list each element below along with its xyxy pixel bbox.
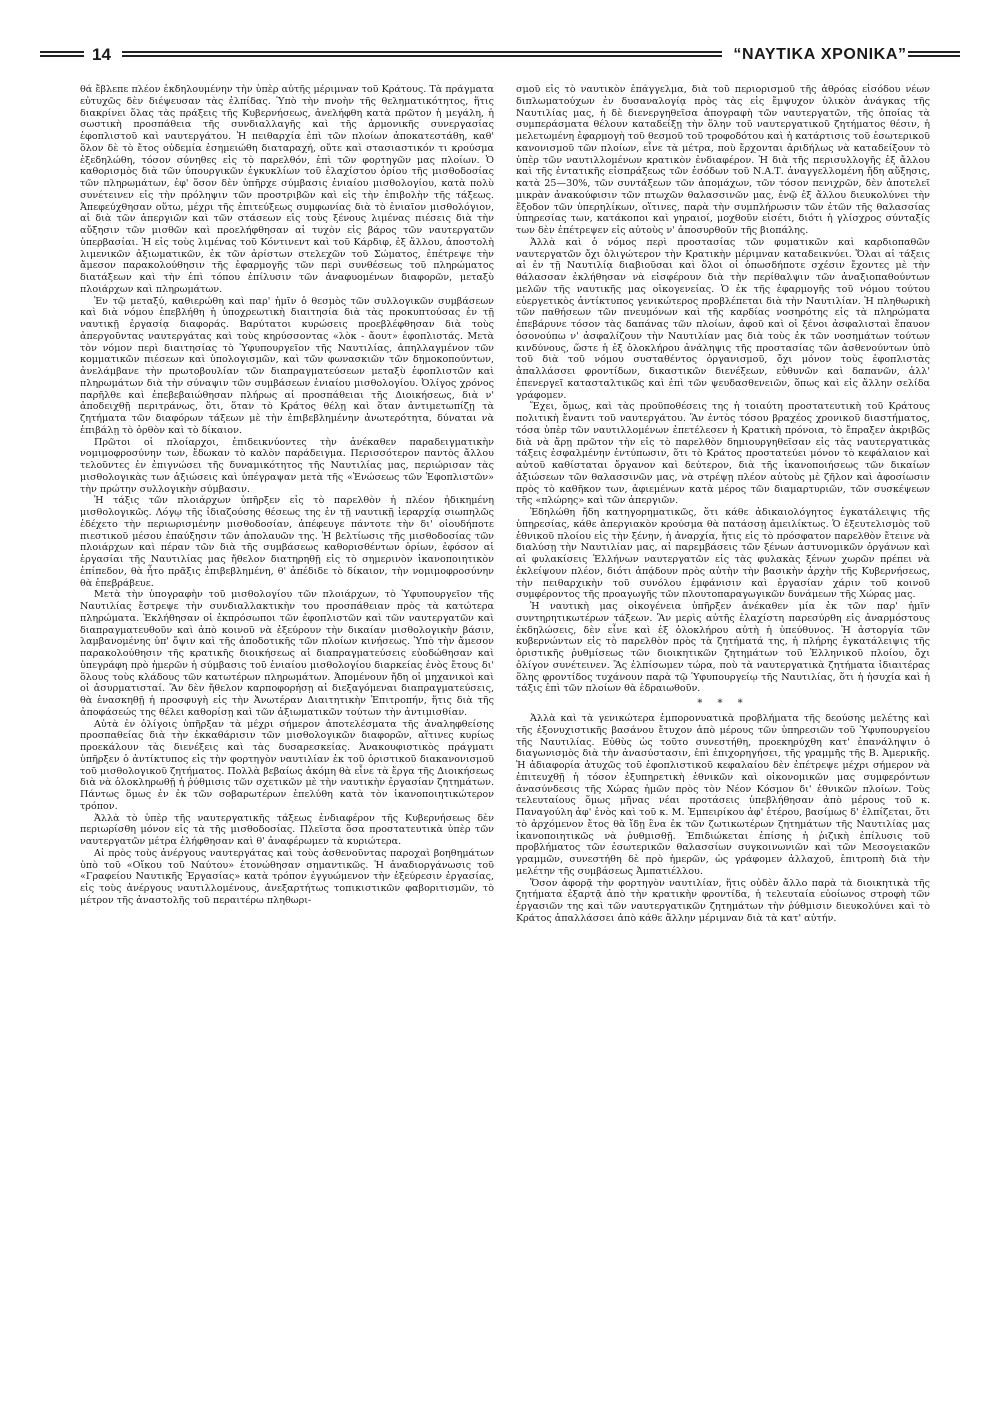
paragraph: Ὅσον ἀφορᾷ τὴν φορτηγὸν ναυτιλίαν, ἥτις οὐδὲν ἄλλο παρὰ τὰ διοικητικὰ τῆς ζητήματα ἐξαρτᾷ ἀπὸ τὴν κρατικὴν φροντίδα, ἡ τελευταία εὐοίωνος στροφὴ τῶν ἐργασιῶν της καὶ τῶν ναυτεργατικῶν ζητημάτων τὴν ῥύθμισιν διευκολύνει καὶ τὸ Κράτος ἀπαλλάσσει ἀπὸ κάθε ἄλλην μέριμναν διὰ τὰ κατ' αὐτήν. (516, 877, 930, 924)
article-body (80, 84, 942, 1362)
paragraph: Ἐν τῷ μεταξύ, καθιερώθη καὶ παρ' ἡμῖν ὁ θεσμὸς τῶν συλλογικῶν συμβάσεων καὶ διὰ νόμου ἐπεβλήθη ἡ ὑποχρεωτικὴ διαιτησία διὰ τὰς προκυπτούσας ἐν τῇ ναυτικῇ ἐργασίᾳ διαφοράς. Βαρύτατοι κυρώσεις προεβλέφθησαν διὰ τοὺς ἀπεργοῦντας ναυτεργάτας καὶ τοὺς κηρύσσοντας «λὸκ - ἄουτ» ἐφοπλιστάς. Μετὰ τὸν νόμον περὶ διαιτησίας τὸ Ὑφυπουργεῖον τῆς Ναυτιλίας, ἀπηλλαγμένον τῶν κομματικῶν πιέσεων καὶ ὑπολογισμῶν, καὶ τῶν φωνασκιῶν τῶν δημοκοπούντων, ἀνελάμβανε τὴν πρωτοβουλίαν τῶν διαπραγματεύσεων μεταξὺ ἐφοπλιστῶν καὶ πληρωμάτων διὰ τὴν σύναψιν τῶν συμβάσεων ἑνιαίου μισθολογίου. Ὀλίγος χρόνος παρῆλθε καὶ ἐπεβεβαιώθησαν πλήρως αἱ προσπάθειαι τῆς Διοικήσεως, διὰ ν' ἀποδειχθῇ περιτράνως, ὅτι, ὅταν τὸ Κράτος θέλῃ καὶ ὅταν ἀντιμετωπίζῃ τὰ ζητήματα τῶν διαφόρων τάξεων μὲ τὴν ἐπιβεβλημένην ἀνωτερότητα, δύναται νὰ ἐπιβάλῃ τὸ ὀρθὸν καὶ τὸ δίκαιον. (80, 295, 494, 436)
paragraph: Πρῶτοι οἱ πλοίαρχοι, ἐπιδεικνύοντες τὴν ἀνέκαθεν παραδειγματικὴν νομιμοφροσύνην των, ἔδωκαν τὸ καλὸν παράδειγμα. Περισσότερον παντὸς ἄλλου τελοῦντες ἐν ἐπιγνώσει τῆς δυναμικότητος τῆς Ναυτιλίας μας, περιώρισαν τὰς μισθολογικὰς των ἀξιώσεις καὶ ὑπέγραψαν μετὰ τῆς «Ἑνώσεως τῶν Ἐφοπλιστῶν» τὴν πρώτην συλλογικὴν σύμβασιν. (80, 436, 494, 495)
journal-title: “ΝΑΥΤΙΚΑ ΧΡΟΝΙΚΑ” (733, 46, 907, 63)
paragraph: σμοῦ εἰς τὸ ναυτικὸν ἐπάγγελμα, διὰ τοῦ περιορισμοῦ τῆς ἀθρόας εἰσόδου νέων διπλωματούχων ἐν δυσαναλογίᾳ πρὸς τὰς εἰς ἔμψυχον ὑλικὸν ἀνάγκας τῆς Ναυτιλίας μας, ἡ δὲ διενεργηθεῖσα ἀπογραφὴ τῶν ναυτεργατῶν, τῆς ὁποίας τὰ συμπεράσματα θέλουν καταδείξῃ τὴν ὅλην τοῦ ναυτεργατικοῦ ζητήματος θέσιν, ἡ μελετωμένη ἐφαρμογὴ τοῦ θεσμοῦ τοῦ τροφοδότου καὶ ἡ κατάρτισις τοῦ ἐσωτερικοῦ κανονισμοῦ τῶν πλοίων, εἶνε τὰ μέτρα, ποὺ ἔρχονται ἀριδήλως νὰ καταδείξουν τὸ ὑπὲρ τῶν ναυτιλλομένων κρατικὸν ἐνδιαφέρον. Ἡ διὰ τῆς περισυλλογῆς ἐξ ἄλλου καὶ τῆς ἐντατικῆς εἰσπράξεως τῶν ἐσόδων τοῦ Ν.Α.Τ. ἀναγγελλομένη ἤδη αὔξησις, κατὰ 25—30%, τῶν συντάξεων τῶν ἀπομάχων, τῶν τόσον πενιχρῶν, δὲν ἀποτελεῖ μικρὰν ἀνακούφισιν τῶν πτωχῶν θαλασσινῶν μας, ἐνῷ ἐξ ἄλλου διευκολύνει τὴν ἔξοδον τῶν ὑπερηλίκων, οἵτινες, παρὰ τὴν συμπλήρωσιν τῶν ἐτῶν τῆς θαλασσίας ὑπηρεσίας των, κατάκοποι καὶ γηραιοί, μοχθοῦν εἰσέτι, διότι ἡ γλίσχρος σύνταξίς των δὲν ἐπέτρεψεν εἰς αὐτοὺς ν' ἀποσυρθοῦν τῆς βιοπάλης. (516, 84, 930, 236)
header-rule-left (40, 51, 84, 57)
paragraph: Ἡ ναυτικὴ μας οἰκογένεια ὑπῆρξεν ἀνέκαθεν μία ἐκ τῶν παρ' ἡμῖν συντηρητικωτέρων τάξεων. Ἂν μερὶς αὐτῆς ἐλαχίστη παρεσύρθη εἰς ἀναρμόστους ἐκδηλώσεις, δὲν εἶνε καὶ ἐξ ὁλοκλήρου αὐτὴ ἡ ὑπεύθυνος. Ἡ ἀστοργία τῶν κυβερνώντων εἰς τὸ παρελθὸν πρὸς τὰ ζητήματά της, ἡ πλήρης ἐγκατάλειψις τῆς ὁριστικῆς ῥυθμίσεως τῶν διοικητικῶν ζητημάτων τοῦ Ἑλληνικοῦ πλοίου, ὄχι ὀλίγον συνέτεινεν. Ἂς ἐλπίσωμεν τώρα, ποὺ τὰ ναυτεργατικὰ ζητήματα ἰδιαιτέρας ὅλης φροντίδος τυχάνουν παρὰ τῷ Ὑφυπουργείῳ τῆς Ναυτιλίας, ὅτι ἡ ἡσυχία καὶ ἡ τάξις ἐπὶ τῶν πλοίων θὰ ἑδραιωθοῦν. (516, 601, 930, 695)
paragraph: θά ἔβλεπε πλέον ἐκδηλουμένην τὴν ὑπὲρ αὐτῆς μέριμναν τοῦ Κράτους. Τὰ πράγματα εὐτυχῶς δὲν διέψευσαν τὰς ἐλπίδας. Ὑπὸ τὴν πνοὴν τῆς θεληματικότητος, ἥτις διακρίνει ὅλας τὰς πράξεις τῆς Κυβερνήσεως, ἀνελήφθη κατὰ πρῶτον ἡ μεγάλη, ἡ σωστικὴ προσπάθεια τῆς συνδιαλλαγῆς καὶ τῆς ἁρμονικῆς συνεργασίας ἐφοπλιστοῦ καὶ ναυτεργάτου. Ἡ πειθαρχία ἐπὶ τῶν πλοίων ἀποκατεστάθη, καθ' ὅλον δὲ τὸ ἔτος οὐδεμία ἐσημειώθη διαταραχή, οὔτε καὶ στασιαστικόν τι κρούσμα ἐξεδηλώθη, τόσον σύνηθες εἰς τὸ παρελθόν, ἐπὶ τῶν φορτηγῶν μας πλοίων. Ὁ καθορισμὸς διὰ τῶν ὑπουργικῶν ἐγκυκλίων τοῦ ἐλαχίστου ὁρίου τῆς μισθοδοσίας τῶν πληρωμάτων, ἐφ' ὅσον δὲν ὑπῆρχε σύμβασις ἐνιαίου μισθολογίου, κατὰ πολὺ συνέτεινεν εἰς τὴν πρόληψιν τῶν προστριβῶν καὶ εἰς τὴν ἐπιβολὴν τῆς τάξεως. Ἀπεφεύχθησαν οὕτω, μέχρι τῆς ἐπιτεύξεως συμφωνίας διὰ τὸ ἑνιαῖον μισθολόγιον, αἱ διὰ τῶν ἀπεργιῶν καὶ τῶν στάσεων εἰς τοὺς ξένους λιμένας πιέσεις διὰ τὴν αὔξησιν τῶν μισθῶν καὶ προελήφθησαν αἱ τυχὸν εἰς βάρος τῶν ναυτεργατῶν ὑπερβασίαι. Ἡ εἰς τοὺς λιμένας τοῦ Κόντινεντ καὶ τοῦ Κάρδιφ, ἐξ ἄλλου, ἀποστολὴ λιμενικῶν ἀξιωματικῶν, ἐκ τῶν ἀρίστων στελεχῶν τοῦ Σώματος, ἐπέτρεψε τὴν ἄμεσον παρακολούθησιν τῆς ἐφαρμογῆς τῶν περὶ συνθέσεως τοῦ πληρώματος διατάξεων καὶ τὴν ἐπὶ τόπου ἐπίλυσιν τῶν ἀναφυομένων διαφορῶν, μεταξὺ πλοιάρχων καὶ πληρωμάτων. (80, 84, 494, 295)
paragraph: Μετὰ τὴν ὑπογραφὴν τοῦ μισθολογίου τῶν πλοιάρχων, τὸ Ὑφυπουργεῖον τῆς Ναυτιλίας ἔστρεψε τὴν συνδιαλλακτικὴν του προσπάθειαν πρὸς τὰ κατώτερα πληρώματα. Ἐκλήθησαν οἱ ἐκπρόσωποι τῶν ἐφοπλιστῶν καὶ τῶν ναυτεργατῶν καὶ διαπραγματευθοῦν καὶ ἀπὸ κοινοῦ νὰ ἐξεύρουν τὴν δικαίαν μισθολογικὴν βάσιν, λαμβανομένης ὑπ' ὄψιν καὶ τῆς ἀποδοτικῆς τῶν πλοίων κινήσεως. Ὑπὸ τὴν ἄμεσον παρακολούθησιν τῆς κρατικῆς διοικήσεως αἱ διαπραγματεύσεις εὐοδώθησαν καὶ ὑπεγράφη πρὸ ἡμερῶν ἡ σύμβασις τοῦ ἑνιαίου μισθολογίου διαρκείας ἑνὸς ἔτους δι' ὅλους τοὺς κλάδους τῶν κατωτέρων πληρωμάτων. Ἀπομένουν ἤδη οἱ μηχανικοὶ καὶ οἱ ἀσυρματισταί. Ἂν δὲν ἤθελον καρποφορήσῃ αἱ διεξαγόμεναι διαπραγματεύσεις, θὰ ἐνασκηθῇ ἡ προσφυγὴ εἰς τὴν Ἀνωτέραν Διαιτητικὴν Ἐπιτροπήν, ἥτις διὰ τῆς ἀποφάσεώς της θέλει καθορίσῃ καὶ τῶν ἀξιωματικῶν τούτων τὴν ἀντιμισθίαν. (80, 589, 494, 718)
paragraph: Ἀλλὰ καὶ ὁ νόμος περὶ προστασίας τῶν φυματικῶν καὶ καρδιοπαθῶν ναυτεργατῶν ὄχι ὀλιγώτερον τὴν Κρατικὴν μέριμναν καταδεικνύει. Ὅλαι αἱ τάξεις αἱ ἐν τῇ Ναυτιλίᾳ διαβιοῦσαι καὶ ὅλοι οἱ ὁπωσδήποτε σχέσιν ἔχοντες μὲ τὴν θάλασσαν ἐκλήθησαν νὰ εἰσφέρουν διὰ τὴν περίθαλψιν τῶν ἀναξιοπαθούντων μελῶν τῆς ναυτικῆς μας οἰκογενείας. Ὁ ἐκ τῆς ἐφαρμογῆς τοῦ νόμου τούτου εὐεργετικὸς ἀντίκτυπος γενικώτερος προβλέπεται διὰ τὴν Ναυτιλίαν. Ἡ πληθωρικὴ τῶν παθήσεων τῶν πνευμόνων καὶ τῆς καρδίας νοσηρότης εἰς τὰ πληρώματα ἐπεβάρυνε τόσον τὰς δαπάνας τῶν πλοίων, ἀφοῦ καὶ οἱ ξένοι ἀσφαλισταὶ ἔπαυον ὁσονούπω ν' ἀσφαλίζουν τὴν Ναυτιλίαν μας διὰ τοὺς ἐκ τῶν νοσημάτων τούτων κινδύνους, ὥστε ἡ ἐξ ὁλοκλήρου ἀνάληψις τῆς προστασίας τῶν ἀσθενούντων ὑπὸ τοῦ διὰ τοῦ νόμου συσταθέντος ὀργανισμοῦ, ὄχι μόνον τοὺς ἐφοπλιστὰς ἀπαλλάσσει φροντίδων, δικαστικῶν διενέξεων, εὐθυνῶν καὶ δαπανῶν, ἀλλ' ἐπενεργεῖ κατασταλτικῶς καὶ ἐπὶ τῶν ψευδασθενειῶν, ὅπως καὶ εἰς ἄλλην σελίδα γράφομεν. (516, 236, 930, 401)
paragraph: Ἐδηλώθη ἤδη κατηγορηματικῶς, ὅτι κάθε ἀδικαιολόγητος ἐγκατάλειψις τῆς ὑπηρεσίας, κάθε ἀπεργιακὸν κρούσμα θὰ πατάσσῃ ἀμειλίκτως. Ὁ ἐξευτελισμὸς τοῦ ἐθνικοῦ πλοίου εἰς τὴν ξένην, ἡ ἀναρχία, ἥτις εἰς τὸ πρόσφατον παρελθὸν ἔτεινε νὰ διαλύσῃ τὴν Ναυτιλίαν μας, αἱ παρεμβάσεις τῶν ξένων ἀστυνομικῶν ὀργάνων καὶ αἱ φυλακίσεις Ἑλλήνων ναυτεργατῶν εἰς τὰς φυλακὰς ξένων χωρῶν πρέπει νὰ ἐκλείψουν πλέον, διότι ἀπᾴδουν πρὸς αὐτὴν τὴν βασικὴν ἀρχὴν τῆς Κυβερνήσεως, τὴν πειθαρχικὴν τοῦ συνόλου ἐμφάνισιν καὶ ἐργασίαν χάριν τοῦ κοινοῦ συμφέροντος τῆς προαγωγῆς τῶν πλουτοπαραγωγικῶν δυνάμεων τῆς Χώρας μας. (516, 507, 930, 601)
running-header (40, 44, 960, 66)
paragraph: Αὐτὰ ἐν ὀλίγοις ὑπῆρξαν τὰ μέχρι σήμερον ἀποτελέσματα τῆς ἀναληφθείσης προσπαθείας διὰ τὴν ἐκκαθάρισιν τῶν μισθολογικῶν διαφορῶν, αἵτινες κυρίως προεκάλουν τὰς διενέξεις καὶ τὰς δυσαρεσκείας. Ἀνακουφιστικὸς πράγματι ὑπῆρξεν ὁ ἀντίκτυπος εἰς τὴν φορτηγὸν ναυτιλίαν ἐκ τοῦ ὁριστικοῦ διακανονισμοῦ τοῦ μισθολογικοῦ ζητήματος. Πολλὰ βεβαίως ἀκόμη θὰ εἶνε τὰ ἔργα τῆς Διοικήσεως διὰ νὰ ὁλοκληρωθῇ ἡ ῥύθμισις τῶν σχετικῶν μὲ τὴν ναυτικὴν ἐργασίαν ζητημάτων. Πάντως ὅμως ἐν ἐκ τῶν σοβαρωτέρων ἐπελύθη κατὰ τὸν ἱκανοποιητικώτερον τρόπον. (80, 718, 494, 812)
section-separator: * * * (697, 698, 749, 709)
header-rule-right (908, 51, 960, 57)
paragraph: Ἀλλὰ τὸ ὑπὲρ τῆς ναυτεργατικῆς τάξεως ἐνδιαφέρον τῆς Κυβερνήσεως δὲν περιωρίσθη μόνον εἰς τὰ τῆς μισθοδοσίας. Πλεῖστα ὅσα προστατευτικὰ ὑπὲρ τῶν ναυτεργατῶν μέτρα ἐλήφθησαν καὶ θ' ἀναφέρωμεν τὰ κυριώτερα. (80, 812, 494, 847)
paragraph: Αἱ πρὸς τοὺς ἀνέργους ναυτεργάτας καὶ τοὺς ἀσθενοῦντας παροχαὶ βοηθημάτων ὑπὸ τοῦ «Οἴκου τοῦ Ναύτου» ἐτονώθησαν σημαντικῶς. Ἡ ἀναδιοργάνωσις τοῦ «Γραφείου Ναυτικῆς Ἐργασίας» κατὰ τρόπον ἐγγυώμενον τὴν ἐξεύρεσιν ἐργασίας, εἰς τοὺς ἀνέργους ναυτιλλομένους, ἀνεξαρτήτως τοπικιστικῶν φαβοριτισμῶν, τὸ μέτρον τῆς ἀναστολῆς τοῦ περαιτέρω πληθωρι- (80, 847, 494, 906)
page-number: 14 (92, 45, 111, 64)
paragraph: Ἀλλὰ καὶ τὰ γενικώτερα ἐμπορονυατικὰ προβλήματα τῆς δεούσης μελέτης καὶ τῆς ἐξονυχιστικῆς βασάνου ἔτυχον ἀπὸ μέρους τῶν ὑπηρεσιῶν τοῦ Ὑφυπουργείου τῆς Ναυτιλίας. Εὐθὺς ὡς τοῦτο συνεστήθη, προεκηρύχθη κατ' ἐπανάληψιν ὁ διαγωνισμὸς διὰ τὴν ἀνασύστασιν, ἐπὶ ἐπιχορηγήσει, τῆς γραμμῆς τῆς Β. Ἀμερικῆς. Ἡ ἀδιαφορία ἀτυχῶς τοῦ ἐφοπλιστικοῦ κεφαλαίου δὲν ἐπέτρεψε μέχρι σήμερον νὰ ἐπιτευχθῇ ἡ τόσον ἐξυπηρετικὴ ἐθνικῶν καὶ οἰκονομικῶν μας συμφερόντων ἀνασύνδεσις τῆς Χώρας ἡμῶν πρὸς τὸν Νέον Κόσμον δι' ἐθνικῶν πλοίων. Τοὺς τελευταίους ὅμως μῆνας νέαι προτάσεις ὑπεβλήθησαν ἀπὸ μέρους τοῦ κ. Παναγούλη ἀφ' ἑνὸς καὶ τοῦ κ. Μ. Ἐμπειρίκου ἀφ' ἑτέρου, βασίμως δ' ἐλπίζεται, ὅτι τὸ ἀρχόμενον ἔτος θὰ ἴδῃ ἓνα ἐκ τῶν ζωτικωτέρων ζητημάτων τῆς Ναυτιλίας μας ἱκανοποιητικῶς νὰ ῥυθμισθῇ. Ἐπιδιώκεται ἐπίσης ἡ ῥιζικὴ ἐπίλυσις τοῦ προβλήματος τῶν ἐσωτερικῶν θαλασσίων συγκοινωνιῶν καὶ τῶν Μεσογειακῶν γραμμῶν, συνεστήθη δὲ πρὸ ἡμερῶν, ὡς γράφομεν ἀλλαχοῦ, ἐπιτροπὴ διὰ τὴν μελέτην τῆς συμβάσεως Ἀμπατιέλλου. (516, 713, 930, 877)
header-rule-middle (122, 51, 722, 57)
right-column (516, 84, 930, 1362)
paragraph: Ἡ τάξις τῶν πλοιάρχων ὑπῆρξεν εἰς τὸ παρελθὸν ἡ πλέον ἠδικημένη μισθολογικῶς. Λόγῳ τῆς ἰδιαζούσης θέσεως της ἐν τῇ ναυτικῇ ἱεραρχίᾳ σιωπηλῶς ἐδέχετο τὴν περιωρισμένην μισθοδοσίαν, ἀπέφευγε πάντοτε τὴν δι' οἱουδήποτε πιεστικοῦ μέσου ἐπαύξησιν τῶν ἀπολαυῶν της. Ἡ βελτίωσις τῆς μισθοδοσίας τῶν πλοιάρχων καὶ πέραν τῶν διὰ τῆς συμβάσεως καθορισθέντων ὁρίων, ἐφόσον αἱ ἐργασίαι τῆς Ναυτιλίας μας ἤθελον διατηρηθῇ εἰς τὸ σημερινὸν ἱκανοποιητικὸν ἐπίπεδον, θὰ ἦτο πρᾶξις ἐπιβεβλημένη, θ' ἀπέδιδε τὸ δίκαιον, τὴν νομιμοφροσύνην θὰ ἐπεβράβευε. (80, 495, 494, 589)
paragraph: Ἔχει, ὅμως, καὶ τὰς προϋποθέσεις της ἡ τοιαύτη προστατευτικὴ τοῦ Κράτους πολιτικὴ ἔναντι τοῦ ναυτεργάτου. Ἂν ἐντὸς τόσου βραχέος χρονικοῦ διαστήματος, τόσα ὑπὲρ τῶν ναυτιλλομένων ἐπετέλεσεν ἡ Κρατικὴ πρόνοια, τὸ ἔπραξεν ἀκριβῶς διὰ νὰ ἄρῃ πρῶτον τὴν εἰς τὸ παρελθὸν δημιουργηθεῖσαν εἰς τὰς ναυτεργατικὰς τάξεις ἐσφαλμένην ἐντύπωσιν, ὅτι τὸ Κράτος προστατεύει μόνον τὸ κεφάλαιον καὶ αὐτοῦ καθίσταται ὄργανον καὶ δεύτερον, διὰ τῆς ἱκανοποιήσεως τῶν δικαίων ἀξιώσεων τῶν θαλασσινῶν μας, νὰ στρέψῃ πλέον αὐτοὺς μὲ ζῆλον καὶ ἀφοσίωσιν πρὸς τὸ καθῆκον των, ἀφιεμένων κατὰ μέρος τῶν διαμαρτυριῶν, τῶν συσκέψεων τῆς «πλώρης» καὶ τῶν ἀπεργιῶν. (516, 401, 930, 507)
left-column (80, 84, 494, 1362)
